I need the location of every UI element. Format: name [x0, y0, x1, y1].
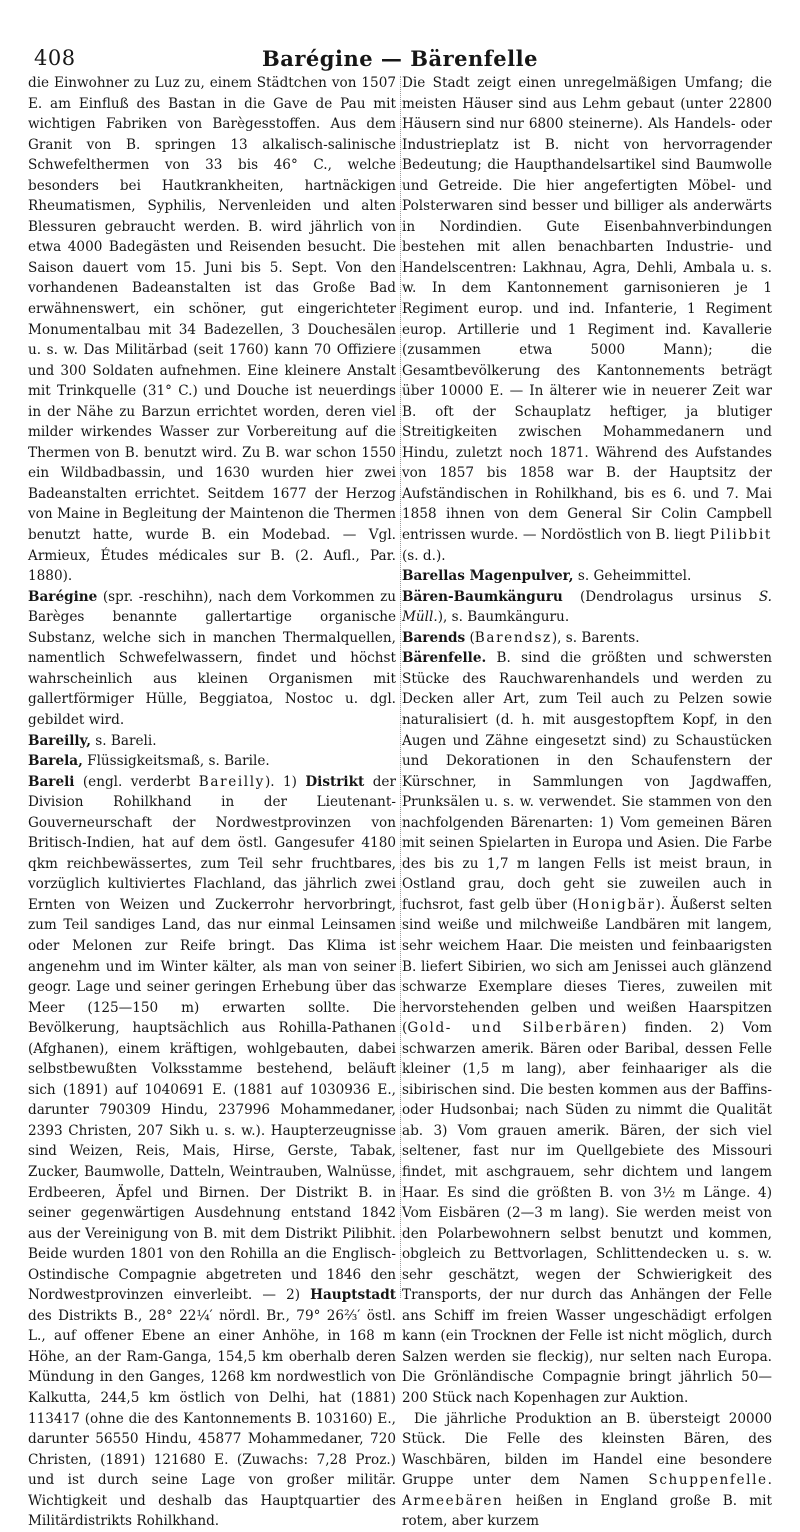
entry-barends-pre: ( [465, 629, 475, 646]
entry-bareli [28, 772, 396, 1532]
running-head: Barégine — Bärenfelle [262, 46, 538, 71]
entry-baregine-text: (spr. -reschihn), nach dem Vorkommen zu Barèges benannte gallertartige organische Substanz, welche sich in manchen Thermalquellen, namentlich Schwefelwassern, findet und höchst wahrscheinlich aus kleinen Organismen mit gallertförmiger Hülle, Beggiatoa, Nostoc u. dgl. gebildet wird. [28, 588, 396, 728]
term-gold-silberbaeren: Gold- und Silberbären [407, 1020, 622, 1037]
headword-bareilly: Bareilly, [28, 732, 91, 749]
entry-bareli-continuation [402, 73, 772, 566]
entry-baerenfelle-text2: ). Äußerst selten sind weiße und milchweiße Landbären mit langem, sehr weichem Haar. Die meisten und feinbaarigsten B. liefert Sibirien, wo sich am Jenissei auch glänzend schwarze Exemplare dieses Tieres, zuweilen mit hervorstehenden gelben und weißen Haarspitzen ( [402, 896, 772, 1037]
entry-bareli-pre: (engl. verderbt [74, 773, 199, 790]
term-armeebaeren: Armeebären [402, 1492, 504, 1509]
entry-baeren-baumkaenguru-author: S. Müll. [402, 588, 772, 626]
entry-barends-post: ), s. Barents. [551, 629, 640, 646]
left-column [28, 73, 396, 1530]
entry-barela [28, 751, 396, 772]
subhead-distrikt: Distrikt [305, 773, 365, 790]
headword-baregine: Barégine [28, 588, 98, 605]
entry-bareli-cont-text: Die Stadt zeigt einen unregelmäßigen Umfang; die meisten Häuser sind aus Lehm gebaut (unter 22800 Häusern sind nur 6800 steinerne). Als Handels- oder Industrieplatz ist B. nicht von hervorragender Bedeutung; die Haupthandelsartikel sind Baumwolle und Getreide. Die hier angefertigten Möbel- und Polsterwaren sind besser und billiger als anderwärts in Nordindien. Gute Eisenbahnverbindungen bestehen mit allen benachbarten Industrie- und Handelscentren: Lakhnau, Agra, Dehli, Ambala u. s. w. In dem Kantonnement garnisonieren je 1 Regiment europ. und ind. Infanterie, 1 Regiment europ. Artillerie und 1 Regiment ind. Kavallerie (zusammen etwa 5000 Mann); die Gesamtbevölkerung des Kantonnements beträgt über 10000 E. — In älterer wie in neuerer Zeit war B. oft der Schauplatz heftiger, ja blutiger Streitigkeiten zwischen Mohammedanern und Hindu, zuletzt noch 1871. Während des Aufstandes von 1857 bis 1858 war B. der Hauptsitz der Aufständischen in Rohilkhand, bis es 6. und 7. Mai 1858 ihnen von dem General Sir Colin Campbell entrissen wurde. — Nordöstlich von B. liegt [402, 75, 772, 544]
entry-bareli-text1: der Division Rohilkhand in der Lieutenant-Gouverneurschaft der Nordwestprovinzen von Britisch-Indien, hat auf dem östl. Gangesufer 4180 qkm reichbewässertes, zum Teil sehr fruchtbares, vorzüglich kultiviertes Flachland, das jährlich zwei Ernten von Weizen und Zuckerrohr hervorbringt, zum Teil sandiges Land, das nur einmal Leinsamen oder Melonen zur Reife bringt. Das Klima ist angenehm und im Winter kälter, als man von seiner geogr. Lage und seiner geringen Erhebung über das Meer (125—150 m) erwarten sollte. Die Bevölkerung, hauptsächlich aus Rohilla-Pathanen (Afghanen), einem kräftigen, wohlgebauten, dabei selbstbewußten Volksstamme bestehend, beläuft sich (1891) auf 1040691 E. (1881 auf 1030936 E., darunter 790309 Hindu, 237996 Mohammedaner, 2393 Christen, 207 Sikh u. s. w.). Haupterzeugnisse sind Weizen, Reis, Mais, Hirse, Gerste, Tabak, Zucker, Baumwolle, Datteln, Weintrauben, Walnüsse, Erdbeeren, Äpfel und Birnen. Der Distrikt B. in seiner gegenwärtigen Ausdehnung entstand 1842 aus der Vereinigung von B. mit dem Distrikt Pilibhit. Beide wurden 1801 von den Rohilla an die Englisch-Ostindische Compagnie abgetreten und 1846 den Nordwestprovinzen einverleibt. — 2) [28, 773, 396, 1304]
entry-baerenfelle-para2c: heißen in England große B. mit rotem, aber kurzem [402, 1492, 772, 1530]
entry-baeren-baumkaenguru-post: ), s. Baumkänguru. [437, 609, 570, 626]
right-column [402, 73, 772, 1530]
entry-barellas [402, 566, 772, 587]
subhead-hauptstadt: Hauptstadt [310, 1287, 396, 1304]
entry-baerenfelle-paragraph-2 [402, 1409, 772, 1532]
entry-pilibbit-post: (s. d.). [402, 547, 446, 564]
entry-baerenfelle-text1: B. sind die größten und schwersten Stücke des Rauchwarenhandels und werden zu Decken aller Art, zum Teil auch zu Pelzen sowie naturalisiert (d. h. mit ausgestopftem Kopf, in den Augen und Zähne eingesetzt sind) zu Schaustücken und Dekorationen in den Schaufenstern der Kürschner, in Sammlungen von Jagdwaffen, Prunksälen u. s. w. verwendet. Sie stammen von den nachfolgenden Bärenarten: 1) Vom gemeinen Bären mit seinen Spielarten in Europa und Asien. Die Farbe des bis zu 1,7 m langen Fells ist meist braun, in Ostland grau, doch geht sie zuweilen auch in fuchsrot, fast gelb über ( [402, 650, 772, 913]
headword-barends: Barends [402, 629, 466, 646]
entry-baeren-baumkaenguru [402, 587, 772, 628]
entry-bareli-text2: des Distrikts B., 28° 22¼′ nördl. Br., 79° 26⅔′ östl. L., auf offener Ebene an einer Anhöhe, in 168 m Höhe, an der Ram-Ganga, 154,5 km oberhalb deren Mündung in den Ganges, 1268 km nordwestlich von Kalkutta, 244,5 km östlich von Delhi, hat (1881) 113417 (ohne die des Kantonnements B. 103160) E., darunter 56550 Hindu, 45877 Mohammedaner, 720 Christen, (1891) 121680 E. (Zuwachs: 7,28 Proz.) und ist durch seine Lage von großer militär. Wichtigkeit und deshalb das Hauptquartier des Militärdistrikts Rohilkhand. [28, 1307, 396, 1530]
headword-bareli: Bareli [28, 773, 75, 790]
entry-barela-text: Flüssigkeitsmaß, s. Barile. [82, 753, 270, 770]
entry-baerenfelle [402, 648, 772, 1408]
entry-bareli-spaced: Bareilly [198, 773, 265, 790]
page-number: 408 [34, 46, 76, 70]
headword-barellas: Barellas Magenpulver, [402, 568, 574, 585]
entry-baeren-baumkaenguru-pre: (Dendrolagus ursinus [562, 588, 759, 605]
entry-baerenfelle-para2b: . [767, 1472, 772, 1489]
headword-baerenfelle: Bärenfelle. [402, 650, 487, 667]
entry-bareli-post: ). 1) [264, 773, 306, 790]
term-honigbaer: Honigbär [577, 896, 656, 913]
entry-bareilly-text: s. Bareli. [90, 732, 157, 749]
entry-bareilly [28, 731, 396, 752]
text-columns [28, 73, 772, 1530]
entry-baerenfelle-text3: ) finden. 2) Vom schwarzen amerik. Bären oder Baribal, dessen Felle kleiner (1,5 m lang), aber feinhaariger als die sibirischen sind. Die besten kommen aus der Baffins- oder Hudsonbai; nach Süden zu nimmt die Qualität ab. 3) Vom grauen amerik. Bären, der sich viel seltener, fast nur im Quellgebiete des Missouri findet, mit aschgrauem, sehr dichtem und langem Haar. Es sind die größten B. von 3½ m Länge. 4) Vom Eisbären (2—3 m lang). Sie werden meist von den Polarbewohnern selbst benutzt und kommen, obgleich zu Bettvorlagen, Schlittendecken u. s. w. sehr geschätzt, wegen der Schwierigkeit des Transports, der nur durch das Anhängen der Felle ans Schiff im freien Wasser ungeschädigt erfolgen kann (ein Trocknen der Felle ist nicht möglich, durch Salzen werden sie fleckig), nur selten nach Europa. Die Grönländische Compagnie bringt jährlich 50—200 Stück nach Kopenhagen zur Auktion. [402, 1020, 772, 1406]
headword-baeren-baumkaenguru: Bären-Baumkänguru [402, 588, 563, 605]
entry-barellas-text: s. Geheimmittel. [573, 568, 692, 585]
entry-barends [402, 628, 772, 649]
entry-baregine [28, 587, 396, 731]
term-schuppenfelle: Schuppenfelle [648, 1472, 768, 1489]
page-header [28, 4, 772, 76]
entry-pilibbit-ref: Pilibbit [709, 527, 772, 544]
entry-bareges-continuation: die Einwohner zu Luz zu, einem Städtchen von 1507 E. am Einfluß des Bastan in die Gave de Pau mit wichtigen Fabriken von Barègesstoffen. Aus dem Granit von B. springen 13 alkalisch-salinische Schwefelthermen von 33 bis 46° C., welche besonders bei Hautkrankheiten, hartnäckigen Rheumatismen, Syphilis, Nervenleiden und alten Blessuren gebraucht werden. B. wird jährlich von etwa 4000 Badegästen und Reisenden besucht. Die Saison dauert vom 15. Juni bis 5. Sept. Von den vorhandenen Badeanstalten ist das Große Bad erwähnenswert, ein schöner, gut eingerichteter Monumentalbau mit 34 Badezellen, 3 Douchesälen u. s. w. Das Militärbad (seit 1760) kann 70 Offiziere und 300 Soldaten aufnehmen. Eine kleinere Anstalt mit Trinkquelle (31° C.) und Douche ist neuerdings in der Nähe zu Barzun errichtet worden, deren viel milder wirkendes Wasser zur Vorbereitung auf die Thermen von B. benutzt wird. Zu B. war schon 1550 ein Wildbadbassin, und 1630 wurden hier zwei Badeanstalten errichtet. Seitdem 1677 der Herzog von Maine in Begleitung der Maintenon die Thermen benutzt hatte, wurde B. ein Modebad. — Vgl. Armieux, Études médicales sur B. (2. Aufl., Par. 1880). [28, 75, 396, 585]
entry-barends-spaced: Barendsz [474, 629, 552, 646]
entry-baerenfelle-para2a: Die jährliche Produktion an B. übersteigt 20000 Stück. Die Felle des kleinsten Bären, des Waschbären, bilden im Handel eine besondere Gruppe unter dem Namen [402, 1410, 772, 1489]
headword-barela: Barela, [28, 753, 83, 770]
